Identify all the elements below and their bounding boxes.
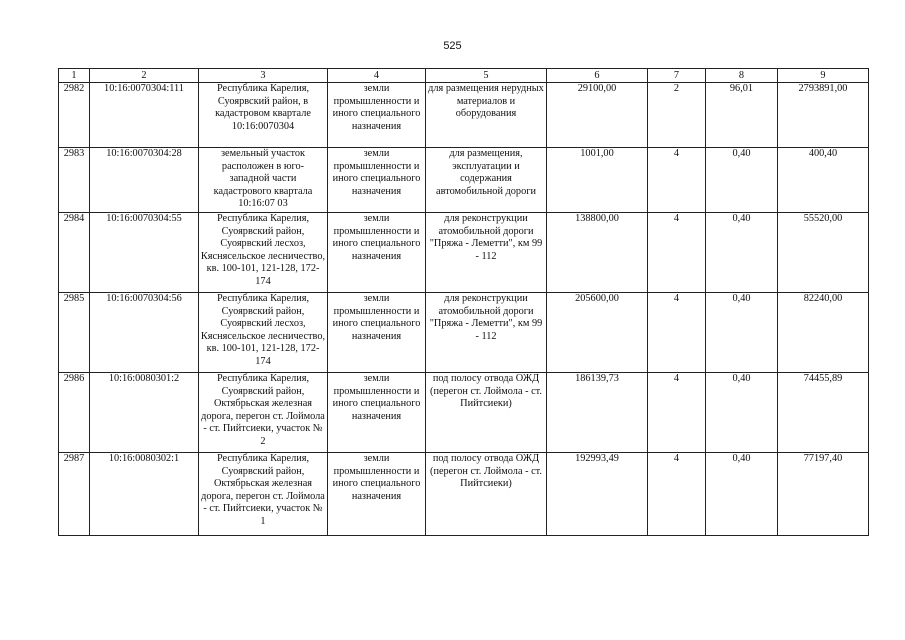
column-header: 1 — [59, 69, 90, 83]
column-7-value: 4 — [648, 453, 706, 536]
land-plots-table — [58, 68, 869, 536]
column-header: 2 — [90, 69, 199, 83]
column-8-value: 0,40 — [706, 213, 778, 293]
column-7-value: 4 — [648, 148, 706, 213]
header-row — [59, 69, 869, 83]
plot-area: 1001,00 — [547, 148, 648, 213]
row-number: 2983 — [59, 148, 90, 213]
column-9-value: 400,40 — [778, 148, 869, 213]
land-category: земли промышленности и иного специального назначения — [328, 373, 426, 453]
permitted-use: для размещения нерудных материалов и оборудования — [426, 83, 547, 148]
land-category: земли промышленности и иного специального назначения — [328, 213, 426, 293]
column-9-value: 77197,40 — [778, 453, 869, 536]
column-8-value: 0,40 — [706, 148, 778, 213]
column-header: 9 — [778, 69, 869, 83]
row-number: 2986 — [59, 373, 90, 453]
cadastral-number: 10:16:0070304:56 — [90, 293, 199, 373]
cadastral-number: 10:16:0070304:55 — [90, 213, 199, 293]
column-7-value: 4 — [648, 293, 706, 373]
plot-area: 186139,73 — [547, 373, 648, 453]
table-row — [59, 453, 869, 536]
column-header: 4 — [328, 69, 426, 83]
plot-location: Республика Карелия, Суоярвский район, Октябрьская железная дорога, перегон ст. Лоймола - ст. Пийтсиеки, участок № 2 — [199, 373, 328, 453]
plot-location: Республика Карелия, Суоярвский район, Октябрьская железная дорога, перегон ст. Лоймола - ст. Пийтсиеки, участок № 1 — [199, 453, 328, 536]
column-header: 6 — [547, 69, 648, 83]
column-9-value: 74455,89 — [778, 373, 869, 453]
column-8-value: 0,40 — [706, 293, 778, 373]
column-9-value: 82240,00 — [778, 293, 869, 373]
plot-area: 192993,49 — [547, 453, 648, 536]
plot-area: 205600,00 — [547, 293, 648, 373]
column-9-value: 55520,00 — [778, 213, 869, 293]
table-row — [59, 83, 869, 148]
permitted-use: для реконструкции атомобильной дороги "Пряжа - Леметти", км 99 - 112 — [426, 293, 547, 373]
column-9-value: 2793891,00 — [778, 83, 869, 148]
permitted-use: для размещения, эксплуатации и содержания автомобильной дороги — [426, 148, 547, 213]
table-row — [59, 213, 869, 293]
column-7-value: 4 — [648, 373, 706, 453]
land-category: земли промышленности и иного специального назначения — [328, 293, 426, 373]
plot-location: Республика Карелия, Суоярвский район, Суоярвский лесхоз, Кяснясельское лесничество, кв. 100-101, 121-128, 172-174 — [199, 213, 328, 293]
table-row — [59, 293, 869, 373]
column-7-value: 4 — [648, 213, 706, 293]
plot-area: 138800,00 — [547, 213, 648, 293]
cadastral-number: 10:16:0080301:2 — [90, 373, 199, 453]
land-category: земли промышленности и иного специального назначения — [328, 148, 426, 213]
row-number: 2984 — [59, 213, 90, 293]
column-7-value: 2 — [648, 83, 706, 148]
table-row — [59, 148, 869, 213]
row-number: 2987 — [59, 453, 90, 536]
plot-location: земельный участок расположен в юго-западной части кадастрового квартала 10:16:07 03 — [199, 148, 328, 213]
permitted-use: под полосу отвода ОЖД (перегон ст. Лоймола - ст. Пийтсиеки) — [426, 453, 547, 536]
row-number: 2985 — [59, 293, 90, 373]
permitted-use: под полосу отвода ОЖД (перегон ст. Лоймола - ст. Пийтсиеки) — [426, 373, 547, 453]
column-header: 5 — [426, 69, 547, 83]
column-header: 7 — [648, 69, 706, 83]
cadastral-number: 10:16:0070304:111 — [90, 83, 199, 148]
plot-area: 29100,00 — [547, 83, 648, 148]
column-8-value: 0,40 — [706, 373, 778, 453]
page-number: 525 — [443, 40, 462, 52]
column-header: 8 — [706, 69, 778, 83]
permitted-use: для реконструкции атомобильной дороги "Пряжа - Леметти", км 99 - 112 — [426, 213, 547, 293]
land-category: земли промышленности и иного специального назначения — [328, 83, 426, 148]
column-8-value: 96,01 — [706, 83, 778, 148]
cadastral-number: 10:16:0080302:1 — [90, 453, 199, 536]
table-row — [59, 373, 869, 453]
cadastral-number: 10:16:0070304:28 — [90, 148, 199, 213]
column-header: 3 — [199, 69, 328, 83]
plot-location: Республика Карелия, Суоярвский район, Суоярвский лесхоз, Кяснясельское лесничество, кв. 100-101, 121-128, 172-174 — [199, 293, 328, 373]
column-8-value: 0,40 — [706, 453, 778, 536]
plot-location: Республика Карелия, Суоярвский район, в кадастровом квартале 10:16:0070304 — [199, 83, 328, 148]
row-number: 2982 — [59, 83, 90, 148]
land-category: земли промышленности и иного специального назначения — [328, 453, 426, 536]
